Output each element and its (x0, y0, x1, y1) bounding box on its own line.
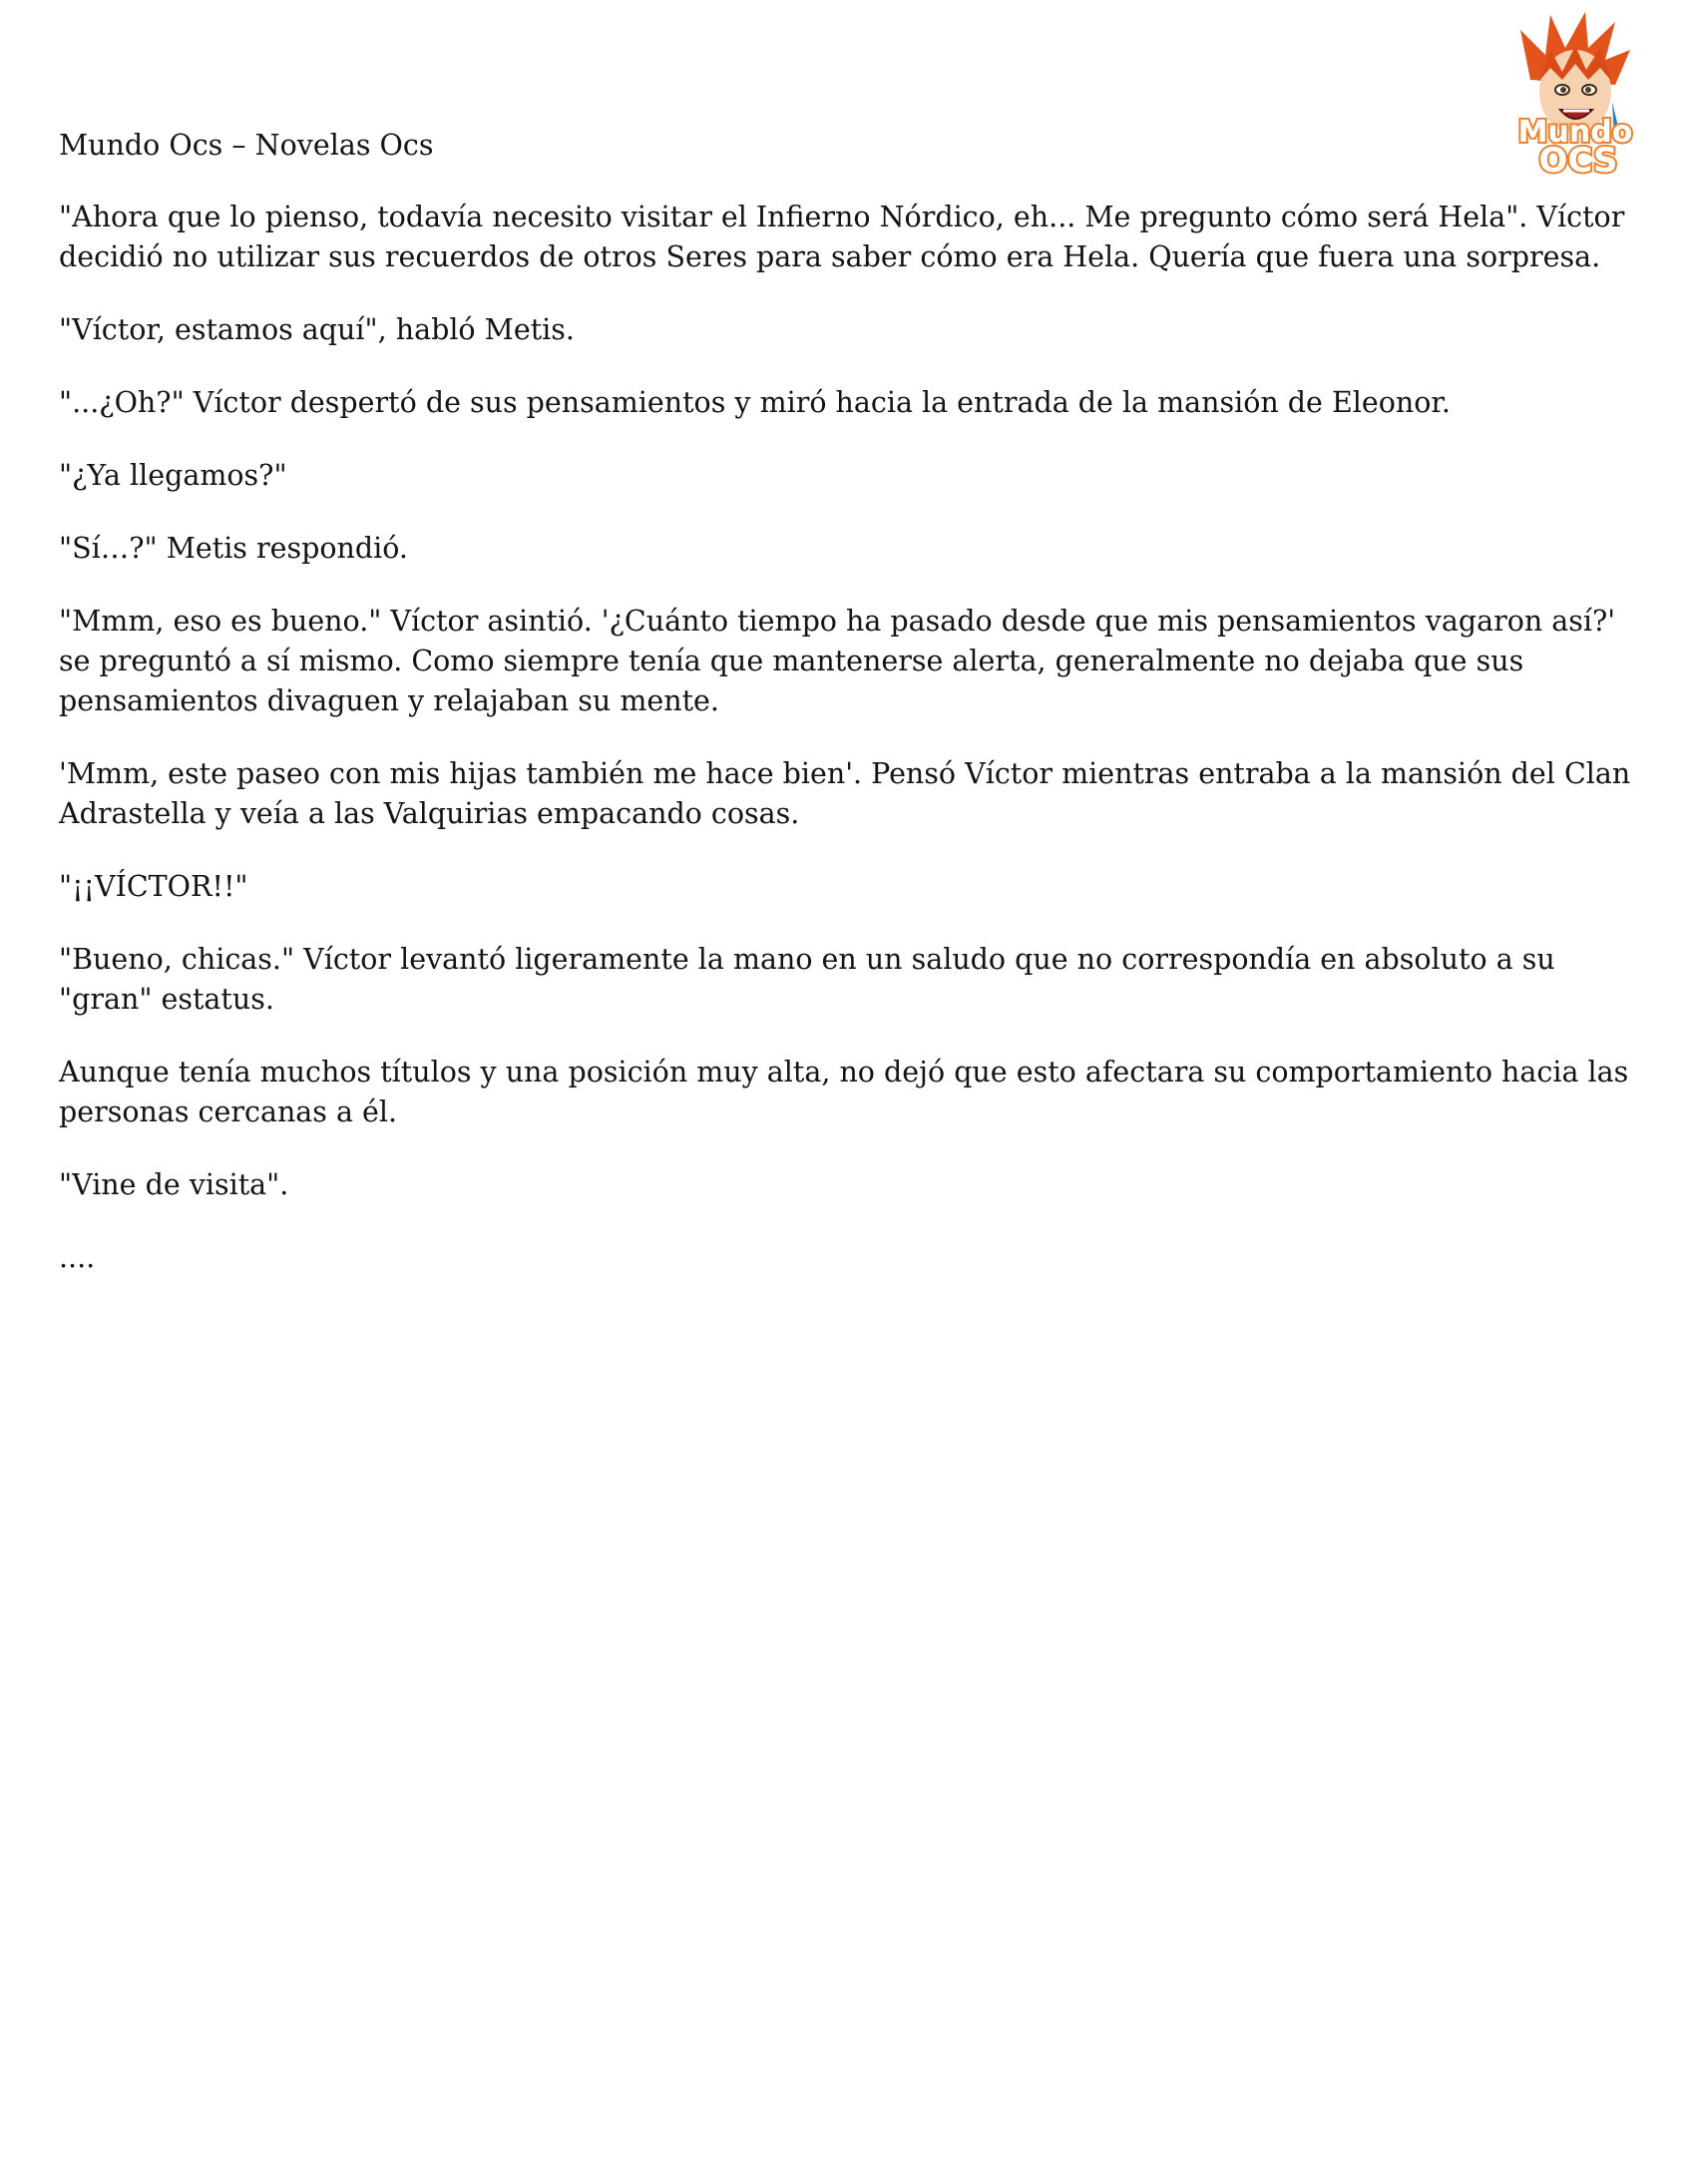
paragraph-12: .... (59, 1241, 96, 1274)
paragraph-5: "Sí…?" Metis respondió. (59, 532, 408, 565)
paragraph-2: "Víctor, estamos aquí", habló Metis. (59, 313, 575, 346)
logo-text-line2: OCS (1538, 141, 1618, 180)
paragraph-7: 'Mmm, este paseo con mis hijas también me hace bien'. Pensó Víctor mientras entraba a la mansión del Clan Adrastella y veía a las Valquirias empacando cosas. (59, 757, 1631, 830)
paragraph-4: "¿Ya llegamos?" (59, 459, 287, 492)
paragraph-6: "Mmm, eso es bueno." Víctor asintió. '¿Cuánto tiempo ha pasado desde que mis pensamientos vagaron así?' se preguntó a sí mismo. Como siempre tenía que mantenerse alerta, generalmente no dejaba que sus pensamientos divaguen y relajaban su mente. (59, 605, 1616, 717)
paragraph-3: "...¿Oh?" Víctor despertó de sus pensamientos y miró hacia la entrada de la mansión de Eleonor. (59, 386, 1451, 419)
logo-text-line1: Mundo (1517, 115, 1633, 150)
document-header: Mundo Ocs – Novelas Ocs (59, 129, 434, 162)
document-body (59, 126, 1655, 1311)
paragraph-11: "Vine de visita". (59, 1168, 289, 1201)
paragraph-8: "¡¡VÍCTOR!!" (59, 870, 248, 903)
paragraph-1: "Ahora que lo pienso, todavía necesito visitar el Infierno Nórdico, eh... Me pregunto cómo será Hela". Víctor decidió no utilizar sus recuerdos de otros Seres para saber cómo era Hela. Quería que fuera una sorpresa. (59, 201, 1625, 273)
paragraph-9: "Bueno, chicas." Víctor levantó ligeramente la mano en un saludo que no correspondía en absoluto a su "gran" estatus. (59, 943, 1555, 1016)
paragraph-10: Aunque tenía muchos títulos y una posición muy alta, no dejó que esto afectara su comportamiento hacia las personas cercanas a él. (59, 1056, 1629, 1128)
